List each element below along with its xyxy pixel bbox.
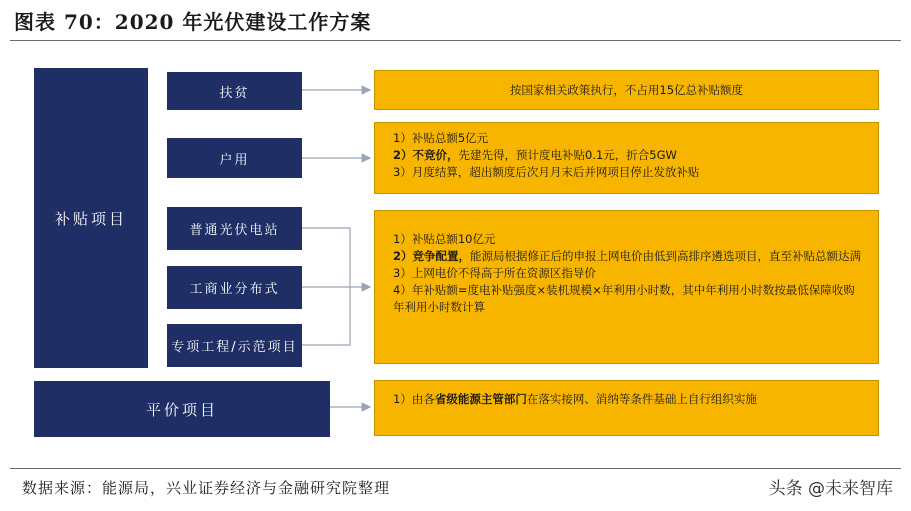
- subsidy-project-label: 补贴项目: [54, 209, 127, 228]
- bottom-divider: [10, 468, 901, 469]
- subsidy-project-block: [34, 68, 148, 368]
- household-detail-box: [374, 122, 879, 194]
- competitive-line-4: 4）年补贴额=度电补贴强度×装机规模×年利用小时数，其中年利用小时数按最低保障收购年利用小时数计算: [393, 283, 855, 314]
- special-project-box: [167, 324, 302, 367]
- special-project-label: 专项工程/示范项目: [171, 340, 298, 355]
- parity-project-block: [34, 381, 330, 437]
- household-line-2: 2）不竞价，先建先得，预计度电补贴0.1元，折合5GW: [393, 148, 677, 162]
- competitive-detail-box: [374, 210, 879, 364]
- competitive-line-2: 2）竞争配置，能源局根据修正后的申报上网电价由低到高排序遴选项目，直至补贴总额达满: [393, 249, 862, 263]
- competitive-line-1: 1）补贴总额10亿元: [393, 232, 496, 246]
- parity-line-1: 1）由各省级能源主管部门在落实接网、消纳等条件基础上自行组织实施: [393, 392, 757, 406]
- ordinary-pv-box: [167, 207, 302, 250]
- data-source: 数据来源：能源局，兴业证券经济与金融研究院整理: [22, 479, 391, 497]
- poverty-box: [167, 72, 302, 110]
- household-line-3: 3）月度结算，超出额度后次月月末后并网项目停止发放补贴: [393, 165, 700, 179]
- household-box: [167, 138, 302, 178]
- commercial-box: [167, 266, 302, 309]
- poverty-detail-box: [374, 70, 879, 110]
- parity-project-label: 平价项目: [145, 400, 218, 419]
- watermark: 头条 @未来智库: [768, 479, 893, 499]
- poverty-label: 扶贫: [219, 85, 250, 101]
- ordinary-pv-label: 普通光伏电站: [189, 223, 280, 238]
- poverty-detail-text: 按国家相关政策执行，不占用15亿总补贴额度: [509, 82, 744, 97]
- commercial-label: 工商业分布式: [189, 282, 280, 297]
- household-label: 户用: [219, 152, 250, 168]
- page-title: 图表 70：2020 年光伏建设工作方案: [14, 10, 372, 34]
- household-line-1: 1）补贴总额5亿元: [393, 131, 489, 145]
- parity-detail-box: [374, 380, 879, 436]
- competitive-line-3: 3）上网电价不得高于所在资源区指导价: [393, 266, 596, 280]
